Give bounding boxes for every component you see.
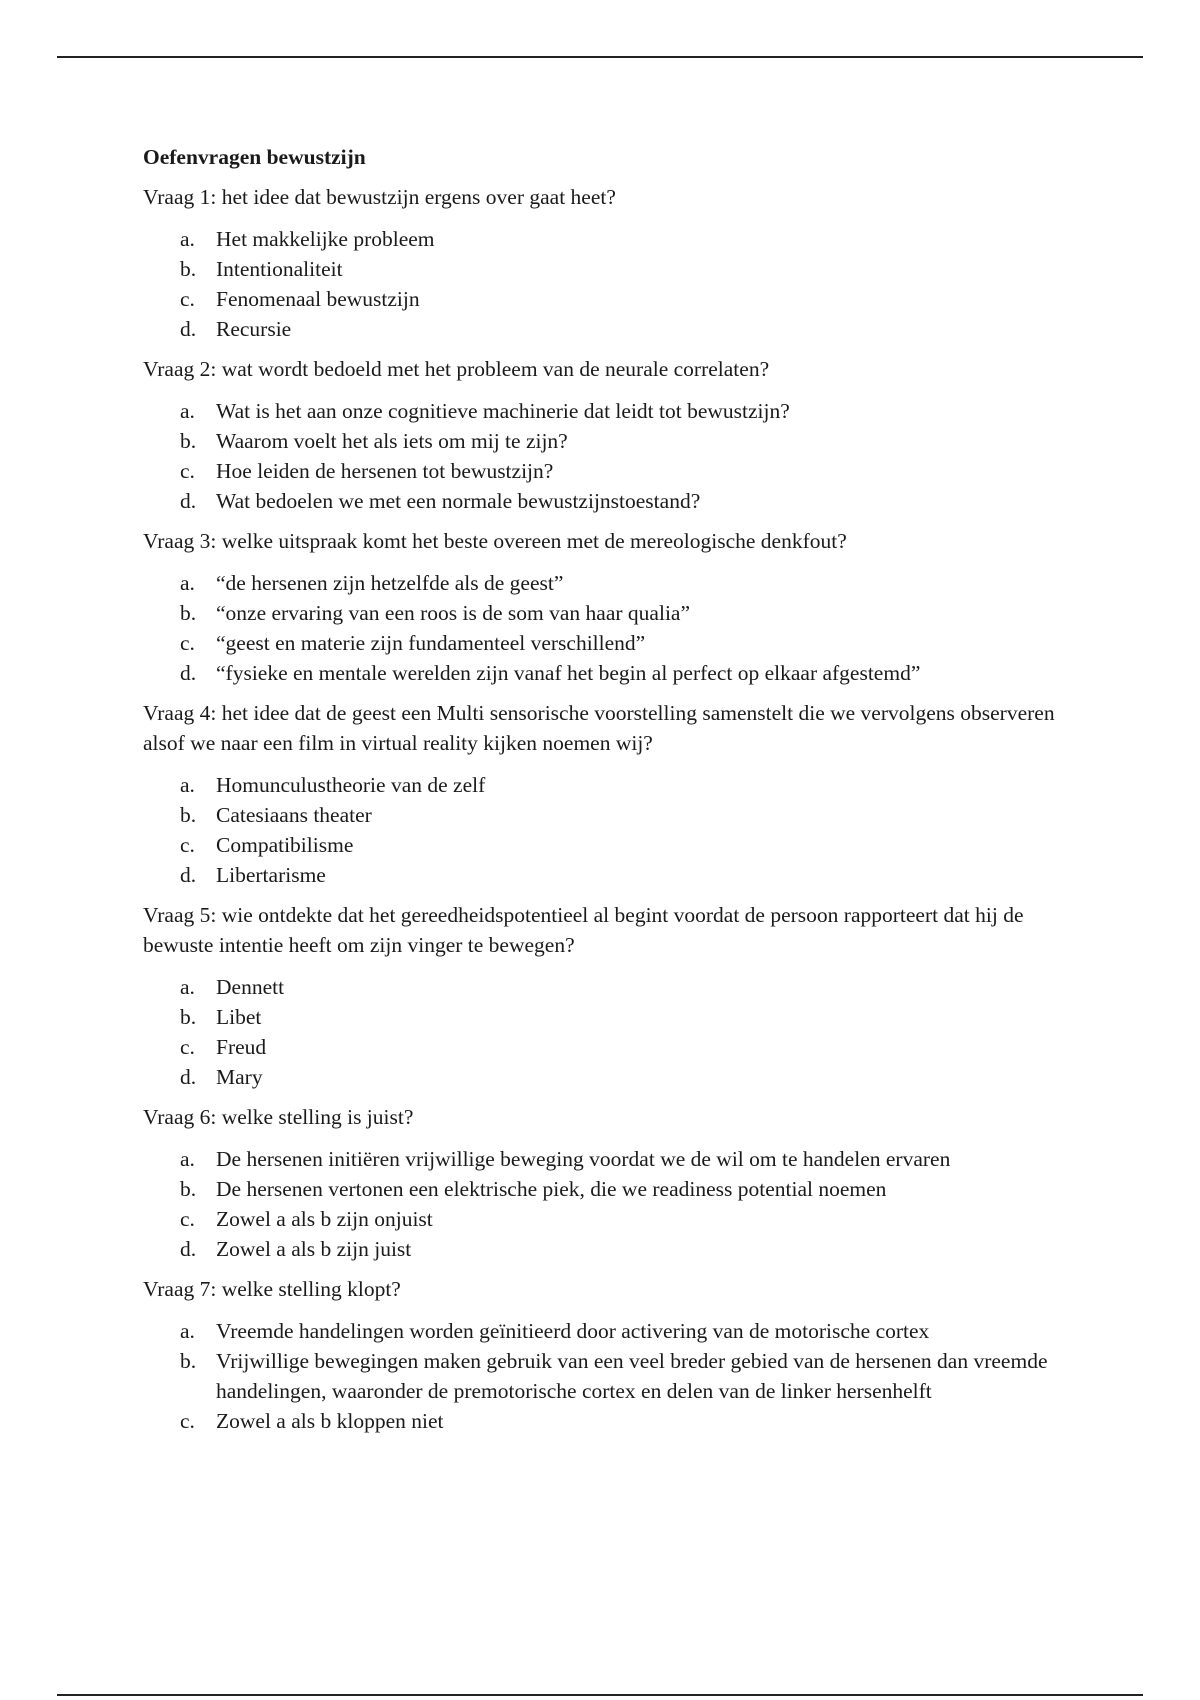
option-text: Het makkelijke probleem	[216, 227, 435, 251]
option-text: Homunculustheorie van de zelf	[216, 773, 486, 797]
option-letter: a.	[180, 227, 195, 251]
option-text: Fenomenaal bewustzijn	[216, 287, 420, 311]
option-letter: a.	[180, 1319, 195, 1343]
option-text: Compatibilisme	[216, 833, 354, 857]
option-letter: c.	[180, 287, 195, 311]
answer-option	[143, 284, 1083, 314]
option-text: “de hersenen zijn hetzelfde als de geest”	[216, 571, 564, 595]
answer-option	[143, 568, 1083, 598]
option-letter: d.	[180, 661, 197, 685]
answer-options	[143, 396, 1083, 516]
answer-option	[143, 598, 1083, 628]
answer-options	[143, 972, 1083, 1092]
answer-options	[143, 770, 1083, 890]
option-letter: d.	[180, 1237, 197, 1261]
option-letter: a.	[180, 399, 195, 423]
answer-option	[143, 658, 1083, 688]
top-rule	[57, 56, 1143, 58]
answer-option	[143, 224, 1083, 254]
answer-option	[143, 314, 1083, 344]
bottom-rule	[57, 1694, 1143, 1696]
answer-options	[143, 1316, 1083, 1436]
question-6	[143, 1102, 1083, 1264]
option-text: “geest en materie zijn fundamenteel verschillend”	[216, 631, 646, 655]
document-body	[143, 142, 1083, 1446]
option-text: Freud	[216, 1035, 267, 1059]
answer-option	[143, 426, 1083, 456]
question-text: Vraag 4: het idee dat de geest een Multi sensorische voorstelling samenstelt die we vervolgens observeren alsof we naar een film in virtual reality kijken noemen wij?	[143, 701, 1055, 755]
answer-option	[143, 254, 1083, 284]
question-text: Vraag 7: welke stelling klopt?	[143, 1277, 401, 1301]
option-text: Catesiaans theater	[216, 803, 372, 827]
option-letter: b.	[180, 803, 197, 827]
answer-option	[143, 1174, 1083, 1204]
option-text: Waarom voelt het als iets om mij te zijn?	[216, 429, 568, 453]
option-text: Vrijwillige bewegingen maken gebruik van een veel breder gebied van de hersenen dan vreemde handelingen, waaronder de premotorische cortex en delen van de linker hersenhelft	[216, 1349, 1048, 1403]
option-letter: d.	[180, 863, 197, 887]
option-letter: a.	[180, 1147, 195, 1171]
question-text: Vraag 1: het idee dat bewustzijn ergens over gaat heet?	[143, 185, 616, 209]
option-text: Libertarisme	[216, 863, 326, 887]
option-text: Wat bedoelen we met een normale bewustzijnstoestand?	[216, 489, 701, 513]
answer-option	[143, 770, 1083, 800]
option-letter: c.	[180, 1409, 195, 1433]
question-text: Vraag 2: wat wordt bedoeld met het probleem van de neurale correlaten?	[143, 357, 770, 381]
question-2	[143, 354, 1083, 516]
option-letter: d.	[180, 489, 197, 513]
answer-options	[143, 568, 1083, 688]
option-letter: b.	[180, 1177, 197, 1201]
option-letter: a.	[180, 773, 195, 797]
answer-option	[143, 396, 1083, 426]
option-text: De hersenen initiëren vrijwillige beweging voordat we de wil om te handelen ervaren	[216, 1147, 951, 1171]
option-text: Intentionaliteit	[216, 257, 343, 281]
option-text: “onze ervaring van een roos is de som van haar qualia”	[216, 601, 690, 625]
option-text: De hersenen vertonen een elektrische piek, die we readiness potential noemen	[216, 1177, 887, 1201]
answer-option	[143, 1032, 1083, 1062]
answer-option	[143, 1204, 1083, 1234]
question-text: Vraag 6: welke stelling is juist?	[143, 1105, 414, 1129]
option-text: “fysieke en mentale werelden zijn vanaf het begin al perfect op elkaar afgestemd”	[216, 661, 921, 685]
question-7	[143, 1274, 1083, 1436]
option-letter: a.	[180, 975, 195, 999]
answer-option	[143, 1062, 1083, 1092]
question-text: Vraag 3: welke uitspraak komt het beste overeen met de mereologische denkfout?	[143, 529, 847, 553]
option-letter: b.	[180, 601, 197, 625]
option-letter: d.	[180, 317, 197, 341]
answer-option	[143, 972, 1083, 1002]
answer-option	[143, 830, 1083, 860]
option-text: Mary	[216, 1065, 263, 1089]
option-letter: d.	[180, 1065, 197, 1089]
question-4	[143, 698, 1083, 890]
option-letter: c.	[180, 459, 195, 483]
answer-option	[143, 1406, 1083, 1436]
answer-option	[143, 800, 1083, 830]
option-text: Wat is het aan onze cognitieve machinerie dat leidt tot bewustzijn?	[216, 399, 790, 423]
option-text: Libet	[216, 1005, 262, 1029]
answer-option	[143, 1346, 1083, 1406]
option-letter: b.	[180, 1005, 197, 1029]
answer-option	[143, 1234, 1083, 1264]
option-letter: b.	[180, 1349, 197, 1373]
answer-options	[143, 1144, 1083, 1264]
option-letter: c.	[180, 1207, 195, 1231]
option-letter: b.	[180, 429, 197, 453]
option-text: Zowel a als b zijn juist	[216, 1237, 412, 1261]
answer-option	[143, 1144, 1083, 1174]
answer-option	[143, 1002, 1083, 1032]
answer-option	[143, 860, 1083, 890]
question-3	[143, 526, 1083, 688]
question-text: Vraag 5: wie ontdekte dat het gereedheidspotentieel al begint voordat de persoon rapporteert dat hij de bewuste intentie heeft om zijn vinger te bewegen?	[143, 903, 1024, 957]
answer-option	[143, 628, 1083, 658]
option-text: Zowel a als b kloppen niet	[216, 1409, 444, 1433]
option-text: Hoe leiden de hersenen tot bewustzijn?	[216, 459, 554, 483]
answer-options	[143, 224, 1083, 344]
document-title: Oefenvragen bewustzijn	[143, 145, 366, 169]
option-letter: c.	[180, 631, 195, 655]
option-text: Dennett	[216, 975, 285, 999]
option-letter: c.	[180, 1035, 195, 1059]
question-1	[143, 182, 1083, 344]
option-letter: a.	[180, 571, 195, 595]
question-5	[143, 900, 1083, 1092]
option-text: Recursie	[216, 317, 292, 341]
option-letter: b.	[180, 257, 197, 281]
answer-option	[143, 1316, 1083, 1346]
answer-option	[143, 486, 1083, 516]
option-letter: c.	[180, 833, 195, 857]
option-text: Zowel a als b zijn onjuist	[216, 1207, 433, 1231]
answer-option	[143, 456, 1083, 486]
option-text: Vreemde handelingen worden geïnitieerd door activering van de motorische cortex	[216, 1319, 930, 1343]
